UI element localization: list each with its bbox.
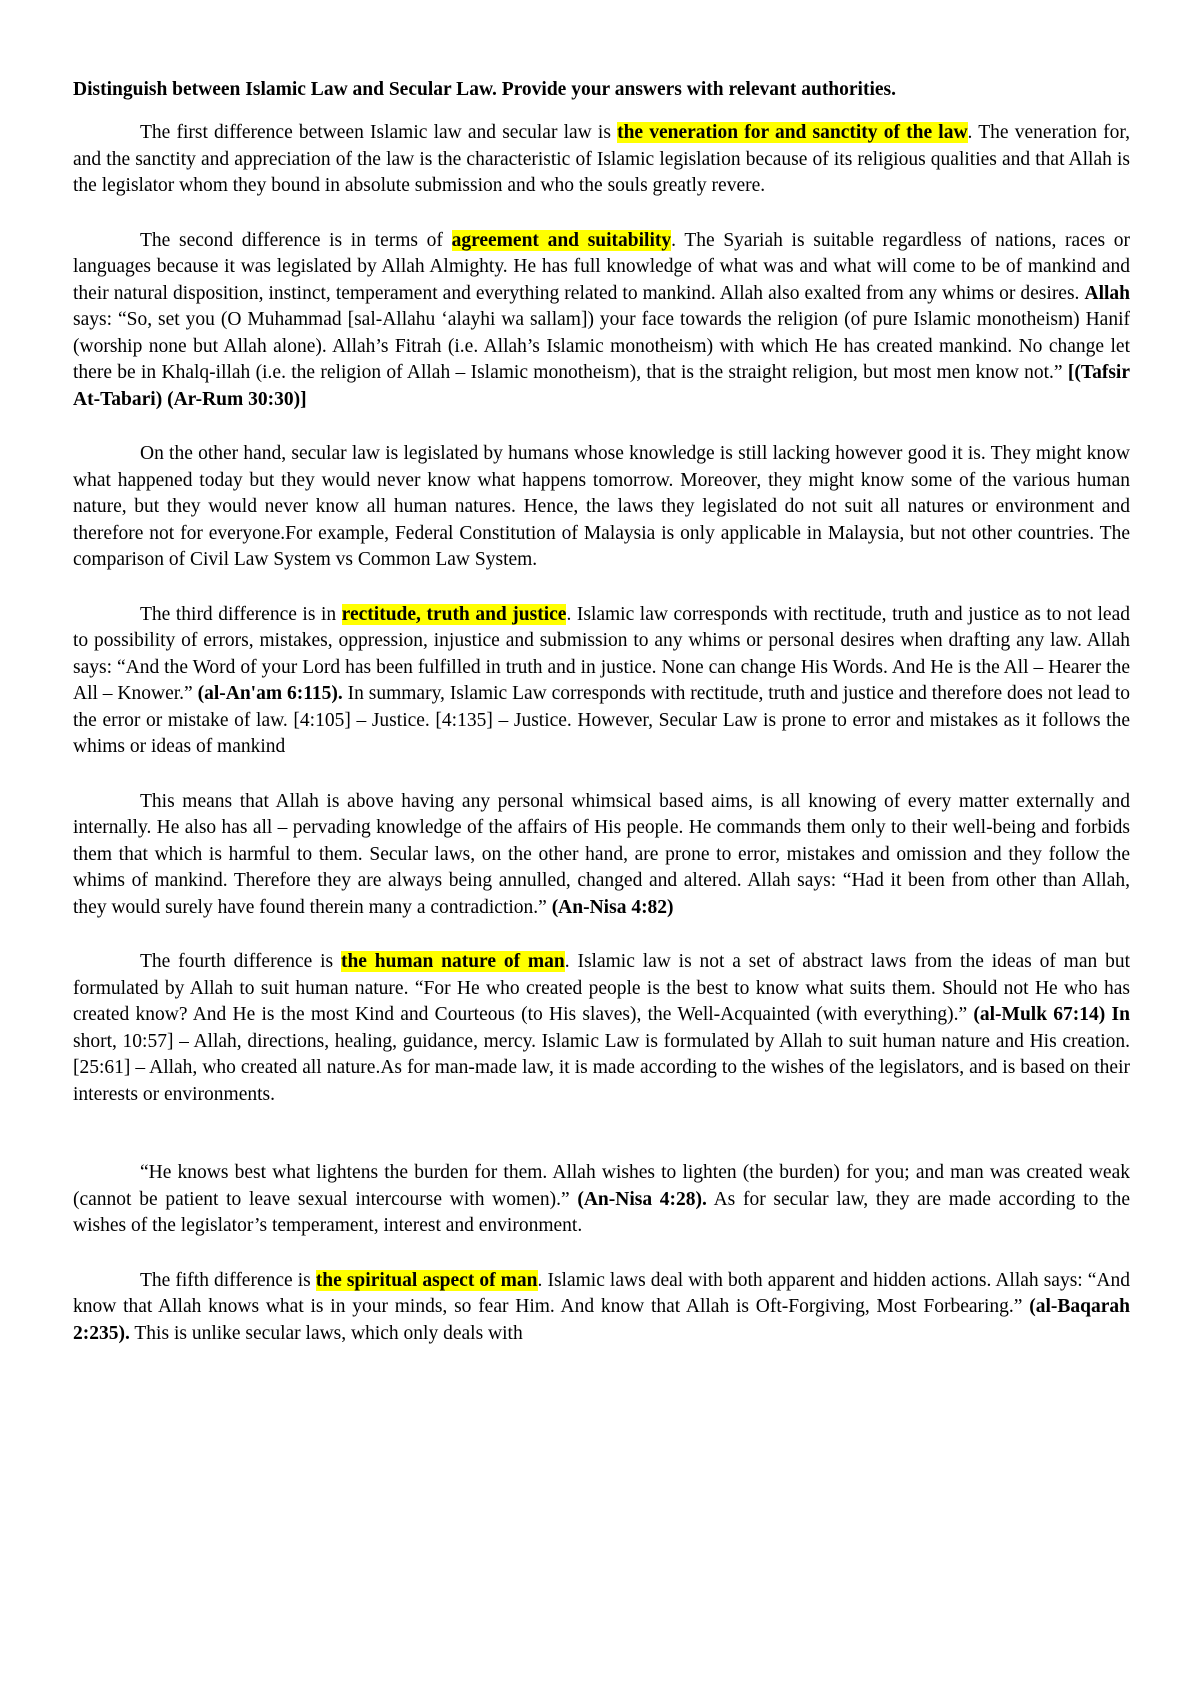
- text: . Islamic law is not a set of abstract laws from the ideas of man but formulated by Allah to suit human nature. “For He who created people is the best to know what suits them. Should not He who has created know? And He is the most Kind and Courteous (to His slaves), the Well-Acquainted (with everything).”: [73, 951, 1130, 1025]
- highlight-rectitude-truth-justice: rectitude, truth and justice: [341, 603, 567, 625]
- text: says: “So, set you (O Muhammad [sal-Allahu ‘alayhi wa sallam]) your face towards the religion (of pure Islamic monotheism) Hanif (worship none but Allah alone). Allah’s Fitrah (i.e. Allah’s Islamic monotheism) with which He has created mankind. No change let there be in Khalq-illah (i.e. the religion of Allah – Islamic monotheism), that is the straight religion, but most men know not.”: [73, 309, 1130, 383]
- text: The first difference between Islamic law and secular law is: [140, 122, 618, 143]
- highlight-spiritual-aspect: the spiritual aspect of man: [315, 1269, 538, 1291]
- highlight-human-nature: the human nature of man: [340, 951, 565, 972]
- text: As for secular law, they are made according to the wishes of the legislator’s temperament, interest and environment.: [73, 1188, 1130, 1236]
- text: . The veneration for, and the sanctity and appreciation of the law is the characteristic of Islamic legislation because of its religious qualities and that Allah is the legislator whom they bound in absolute submission and who the souls greatly revere.: [73, 122, 1130, 196]
- paragraph-fourth-difference: [73, 949, 1130, 1108]
- paragraph-allah-above-whims: [73, 789, 1130, 922]
- text: . The Syariah is suitable regardless of nations, races or languages because it was legislated by Allah Almighty. He has full knowledge of what was and what will come to be of mankind and their natural disposition, instinct, temperament and everything related to mankind. Allah also exalted from any whims or desires.: [73, 229, 1131, 304]
- paragraph-fifth-difference: [73, 1268, 1130, 1348]
- highlight-agreement-suitability: agreement and suitability: [451, 229, 672, 251]
- paragraph-third-difference: [73, 602, 1130, 761]
- document-heading: Distinguish between Islamic Law and Secular Law. Provide your answers with relevant authorities.: [73, 79, 897, 100]
- text: short, 10:57] – Allah, directions, healing, guidance, mercy. Islamic Law is formulated by Allah to suit human nature and His creation. [25:61] – Allah, who created all nature.As for man-made law, it is made according to the wishes of the legislators, and is based on their interests or environments.: [73, 1030, 1130, 1105]
- text: The fifth difference is: [140, 1269, 316, 1291]
- paragraph-lightens-burden: [73, 1160, 1130, 1240]
- text: . Islamic laws deal with both apparent and hidden actions. Allah says: “And know that Allah knows what is in your minds, so fear Him. And know that Allah is Oft-Forgiving, Most Forbearing.”: [73, 1269, 1130, 1317]
- text: The fourth difference is: [140, 951, 341, 972]
- text: The third difference is in: [140, 603, 342, 625]
- highlight-veneration-sanctity: the veneration for and sanctity of the law: [617, 122, 968, 143]
- citation-al-anam: (al-An'am 6:115).: [197, 683, 343, 704]
- bold-allah: Allah: [1084, 282, 1130, 304]
- citation-ar-rum: [(Tafsir At-Tabari) (Ar-Rum 30:30)]: [73, 362, 1130, 410]
- text: “He knows best what lightens the burden for them. Allah wishes to lighten (the burden) for you; and man was created weak (cannot be patient to leave sexual intercourse with women).”: [73, 1162, 1130, 1210]
- paragraph-secular-law: [73, 441, 1130, 574]
- text: This means that Allah is above having any personal whimsical based aims, is all knowing of every matter externally and internally. He also has all – pervading knowledge of the affairs of His people. He commands them only to their well-being and forbids them that which is harmful to them. Secular laws, on the other hand, are prone to error, mistakes and omission and they follow the whims of mankind. Therefore they are always being annulled, changed and altered. Allah says: “Had it been from other than Allah, they would surely have found therein many a contradiction.”: [73, 790, 1130, 918]
- paragraph-second-difference: [73, 228, 1130, 414]
- text: In summary, Islamic Law corresponds with rectitude, truth and justice and therefore does not lead to the error or mistake of law. [4:105] – Justice. [4:135] – Justice. However, Secular Law is prone to error and mistakes as it follows the whims or ideas of mankind: [73, 683, 1130, 757]
- citation-al-baqarah: (al-Baqarah 2:235).: [73, 1296, 1130, 1344]
- text: On the other hand, secular law is legislated by humans whose knowledge is still lacking however good it is. They might know what happened today but they would never know what happens tomorrow. Moreover, they might know some of the various human nature, but they would never know all human natures. Hence, the laws they legislated do not suit all natures or environment and therefore not for everyone.For example, Federal Constitution of Malaysia is only applicable in Malaysia, but not other countries. The comparison of Civil Law System vs Common Law System.: [73, 443, 1130, 570]
- citation-al-mulk: (al-Mulk 67:14) In: [973, 1004, 1130, 1025]
- citation-an-nisa-28: (An-Nisa 4:28).: [577, 1188, 707, 1210]
- text: . Islamic law corresponds with rectitude, truth and justice as to not lead to possibility of errors, mistakes, oppression, injustice and submission to any whims or personal desires when drafting any law. Allah says: “And the Word of your Lord has been fulfilled in truth and in justice. None can change His Words. And He is the All – Hearer the All – Knower.”: [73, 603, 1130, 704]
- text: This is unlike secular laws, which only deals with: [129, 1322, 523, 1344]
- paragraph-first-difference: [73, 120, 1130, 200]
- text: The second difference is in terms of: [140, 229, 452, 251]
- citation-an-nisa-82: (An-Nisa 4:82): [551, 896, 674, 918]
